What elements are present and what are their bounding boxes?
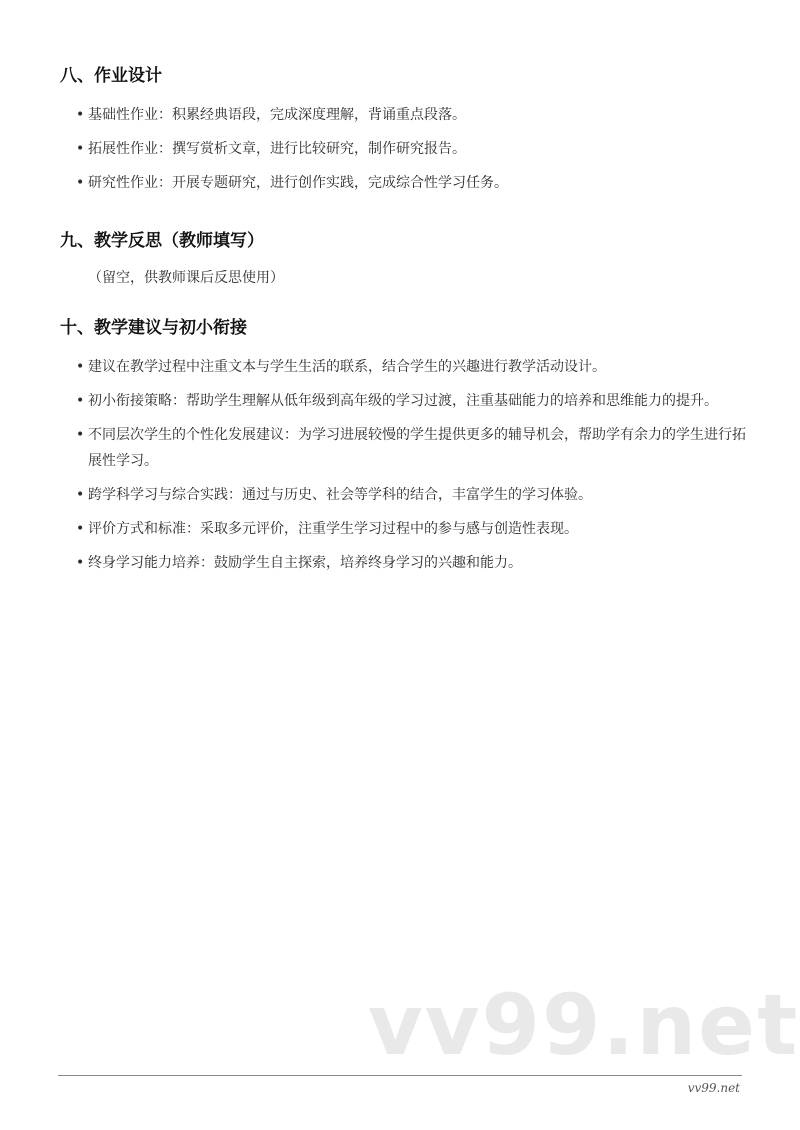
section-teaching-reflection: [60, 229, 750, 291]
list-item-text: 跨学科学习与综合实践：通过与历史、社会等学科的结合，丰富学生的学习体验。: [88, 487, 592, 503]
list-item-text: 建议在教学过程中注重文本与学生生活的联系，结合学生的兴趣进行教学活动设计。: [88, 359, 606, 375]
list-item: [60, 102, 750, 128]
section-homework-design: [60, 64, 750, 204]
list-item: [60, 170, 750, 196]
bullet-icon: •: [76, 175, 85, 191]
list-item: [60, 482, 750, 508]
footer-divider: [58, 1075, 742, 1076]
footer-site-label: vv99.net: [687, 1081, 740, 1095]
list-item-text: 研究性作业：开展专题研究，进行创作实践，完成综合性学习任务。: [88, 175, 508, 191]
list-item-text: 评价方式和标准：采取多元评价，注重学生学习过程中的参与感与创造性表现。: [88, 521, 578, 537]
bullet-icon: •: [76, 555, 85, 571]
bullet-icon: •: [76, 141, 85, 157]
list-item: [60, 550, 750, 576]
section-heading: 九、教学反思（教师填写）: [60, 231, 264, 251]
list-item: [60, 422, 750, 474]
bullet-icon: •: [76, 359, 85, 375]
bullet-icon: •: [76, 521, 85, 537]
site-watermark: vv99.net: [368, 976, 800, 1074]
list-item-text: 拓展性作业：撰写赏析文章，进行比较研究，制作研究报告。: [88, 141, 466, 157]
list-item: [60, 516, 750, 542]
section-heading: 八、作业设计: [60, 66, 162, 86]
list-item-text: 初小衔接策略：帮助学生理解从低年级到高年级的学习过渡，注重基础能力的培养和思维能力的提升。: [88, 393, 718, 409]
section-teaching-suggestions: [60, 316, 750, 584]
list-item: [60, 354, 750, 380]
list-item: [60, 388, 750, 414]
bullet-list: [60, 354, 750, 576]
reflection-placeholder-note: （留空，供教师课后反思使用）: [88, 270, 284, 286]
bullet-icon: •: [76, 427, 85, 443]
bullet-icon: •: [76, 487, 85, 503]
bullet-icon: •: [76, 393, 85, 409]
list-item-text: 不同层次学生的个性化发展建议：为学习进展较慢的学生提供更多的辅导机会，帮助学有余力的学生进行拓展性学习。: [88, 427, 746, 469]
bullet-icon: •: [76, 107, 85, 123]
bullet-list: [60, 102, 750, 196]
section-heading: 十、教学建议与初小衔接: [60, 318, 247, 338]
list-item: [60, 136, 750, 162]
list-item-text: 基础性作业：积累经典语段，完成深度理解，背诵重点段落。: [88, 107, 466, 123]
list-item-text: 终身学习能力培养：鼓励学生自主探索，培养终身学习的兴趣和能力。: [88, 555, 522, 571]
